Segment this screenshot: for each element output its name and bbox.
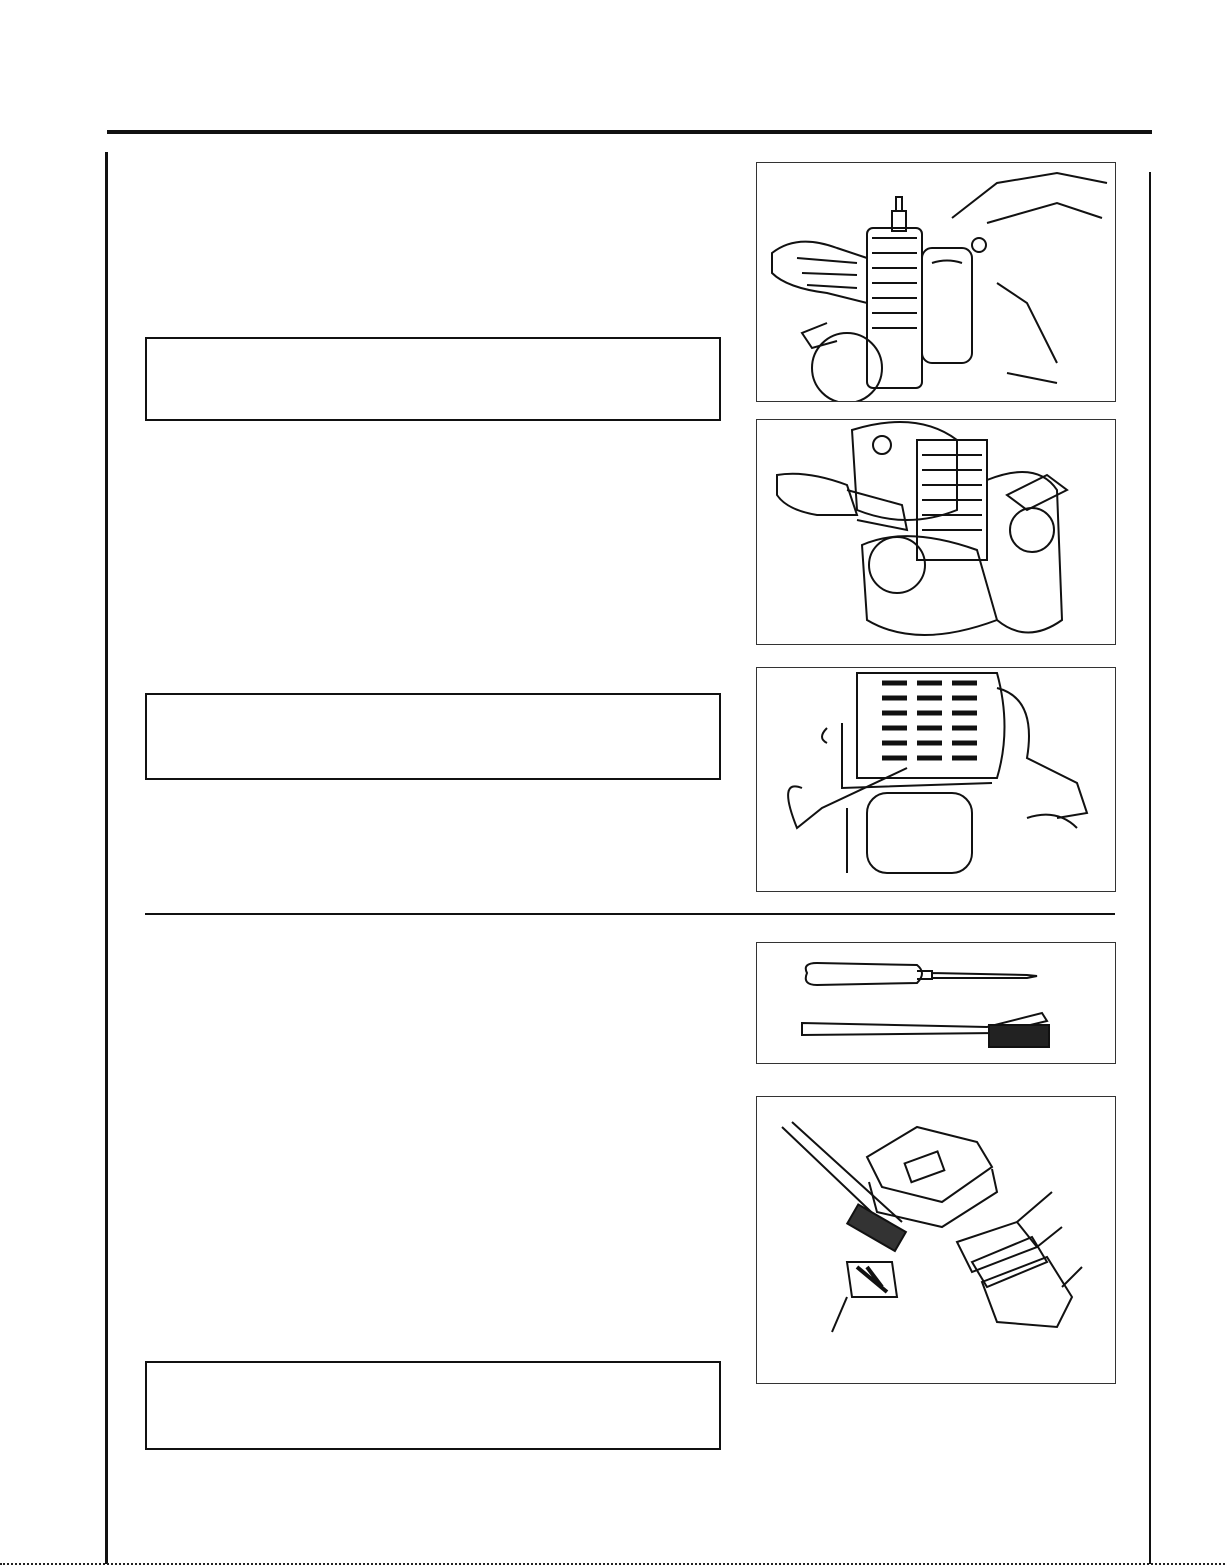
left-margin-rule bbox=[105, 152, 108, 1564]
page-bottom-cut-line bbox=[0, 1563, 1225, 1565]
tools-figure bbox=[756, 942, 1116, 1064]
notice-box-1 bbox=[145, 337, 721, 421]
muffler-screwdriver-figure bbox=[756, 667, 1116, 892]
screwdriver-and-wire-brush-illustration-icon bbox=[757, 943, 1115, 1063]
muffler-cover-removal-illustration-icon bbox=[757, 668, 1115, 891]
muffler-exploded-parts-illustration-icon bbox=[757, 1097, 1115, 1383]
engine-spark-plug-illustration-icon bbox=[757, 163, 1115, 401]
notice-box-2 bbox=[145, 693, 721, 780]
notice-box-3 bbox=[145, 1361, 721, 1450]
section-divider bbox=[145, 913, 1115, 915]
engine-side-illustration-icon bbox=[757, 420, 1115, 644]
muffler-parts-figure bbox=[756, 1096, 1116, 1384]
engine-spark-plug-figure bbox=[756, 162, 1116, 402]
engine-side-view-figure bbox=[756, 419, 1116, 645]
header-rule bbox=[107, 130, 1152, 134]
right-margin-rule bbox=[1149, 172, 1151, 1564]
